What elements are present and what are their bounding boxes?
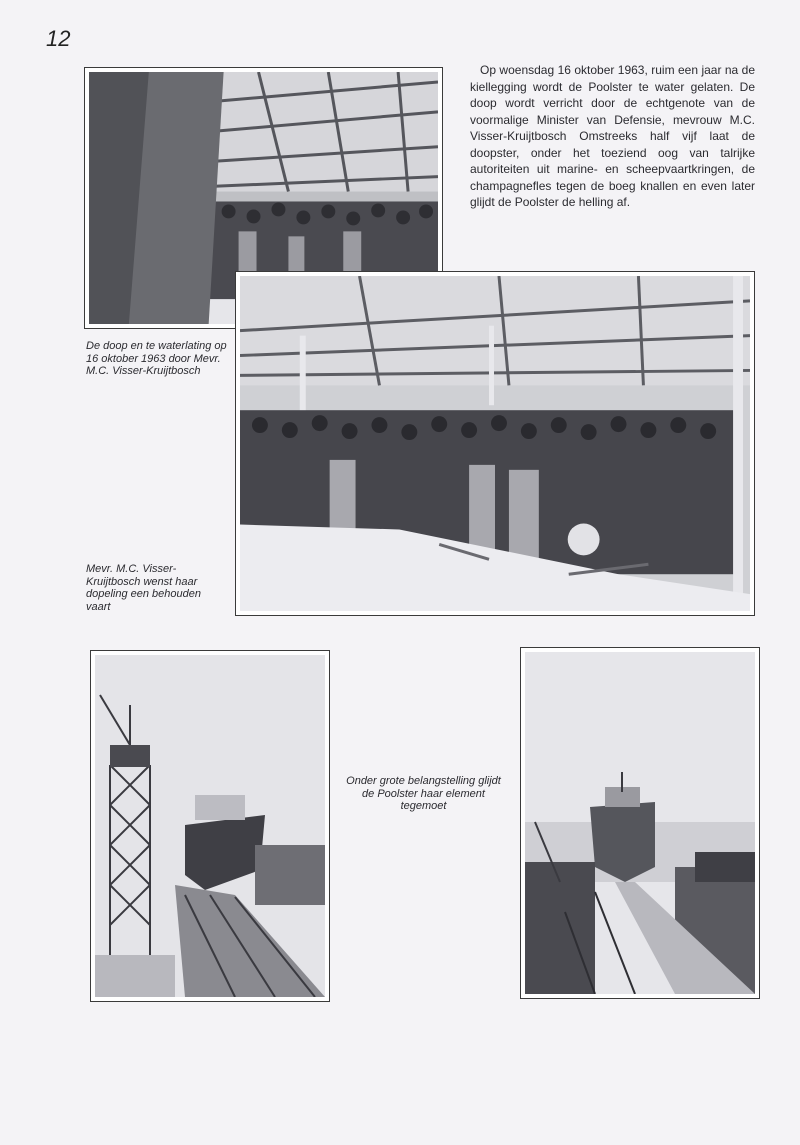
page-number: 12: [46, 26, 71, 51]
caption-wish: Mevr. M.C. Visser-Kruijtbosch wenst haar dopeling een behouden vaart: [86, 563, 202, 613]
intro-paragraph: Op woensdag 16 oktober 1963, ruim een jaar na de kiellegging wordt de Poolster te water gelaten. De doop wordt verricht door de echtgenote van de voormalige Minister van Defensie, mevrouw M.C. Visser-Kruijtbosch Omstreeks half vijf laat de doopster, onder het toeziend oog van talrijke autoriteiten uit marine- en scheepvaartkringen, de champagnefles tegen de boeg knallen en even later glijdt de Poolster de helling af.: [470, 63, 755, 209]
photo-ship-entering-water: [520, 647, 760, 999]
photo-ship-on-slipway: [90, 650, 330, 1002]
caption-launch: Onder grote belangstelling glijdt de Poolster haar element tegemoet: [346, 775, 501, 812]
photo-crowd-on-stand: [235, 271, 755, 616]
caption-christening: De doop en te waterlating op 16 oktober 1963 door Mevr. M.C. Visser-Kruijtbosch: [86, 340, 227, 377]
